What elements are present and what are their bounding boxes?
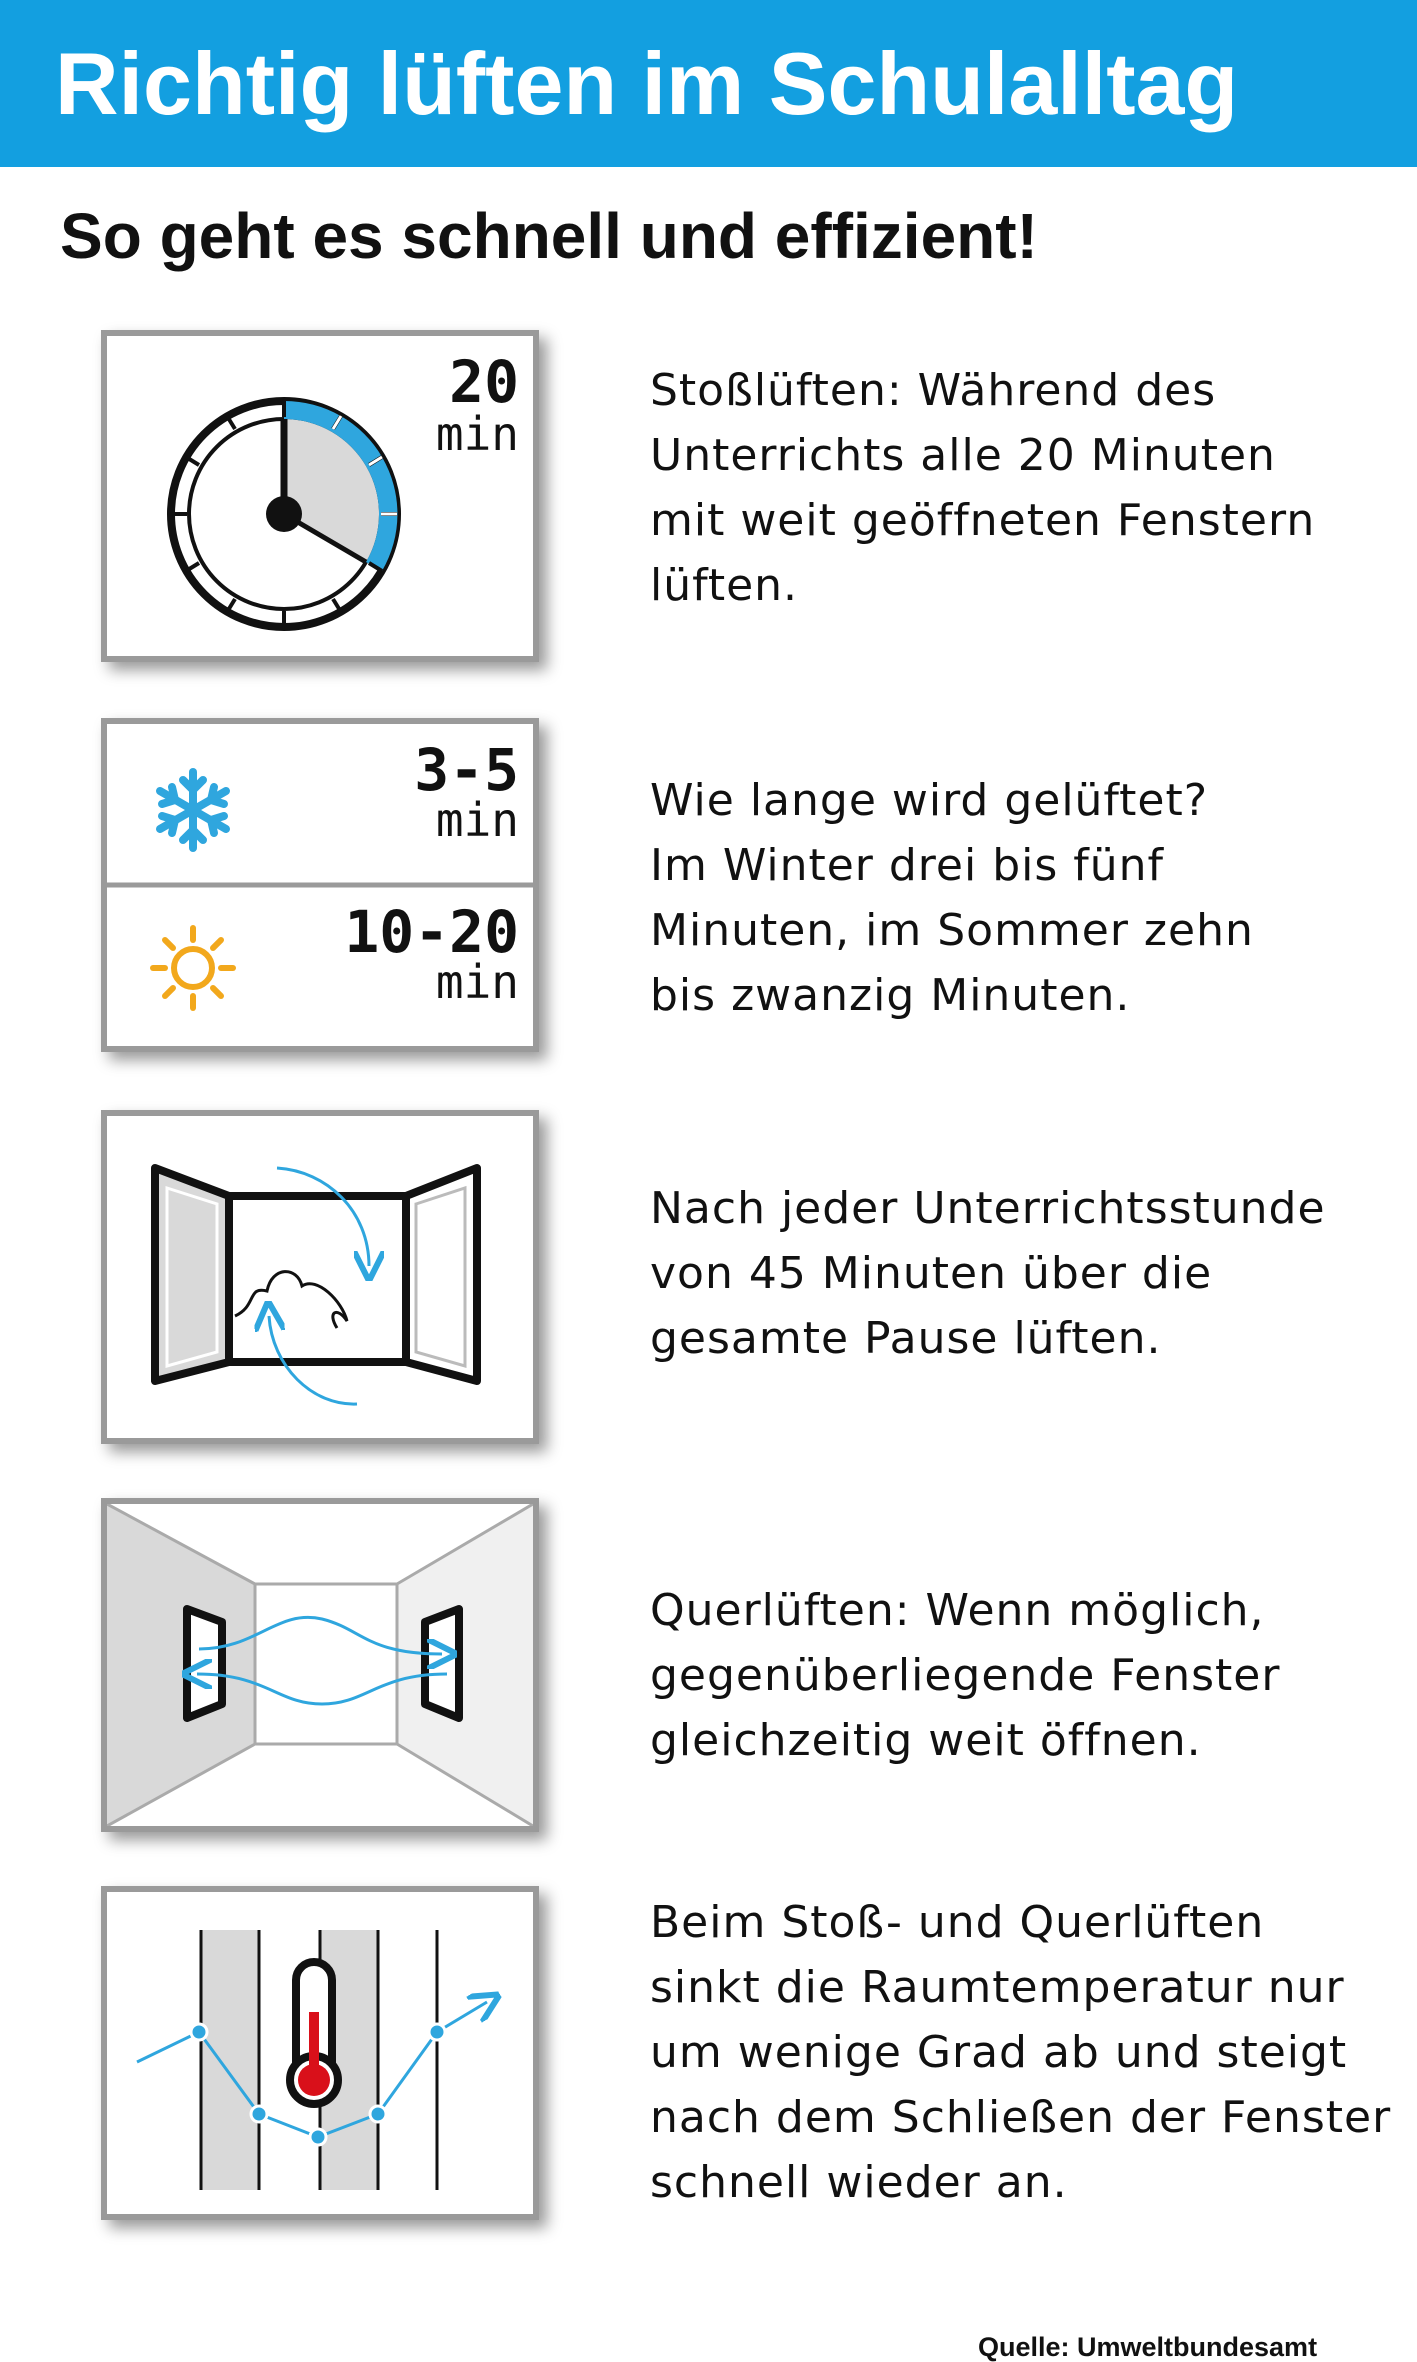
card-temperature — [101, 1886, 539, 2220]
text-line: gleichzeitig weit öffnen. — [650, 1715, 1202, 1766]
text-line: nach dem Schließen der Fenster — [650, 2092, 1392, 2143]
card-duration — [101, 718, 539, 1052]
winter-value: 3-5 — [414, 736, 519, 804]
clock-icon — [107, 336, 533, 656]
summer-value: 10-20 — [344, 898, 519, 966]
cross-ventilation-icon — [107, 1504, 533, 1826]
card-2-text — [650, 768, 1410, 1028]
source-credit: Quelle: Umweltbundesamt — [978, 2332, 1318, 2362]
text-line: um wenige Grad ab und steigt — [650, 2027, 1348, 2078]
card-5-text — [650, 1890, 1410, 2215]
card-open-window — [101, 1110, 539, 1444]
card-cross-ventilation — [101, 1498, 539, 1832]
clock-display-value: 20 — [449, 348, 519, 416]
text-line: bis zwanzig Minuten. — [650, 970, 1131, 1021]
card-clock — [101, 330, 539, 662]
card-4-text — [650, 1578, 1410, 1773]
text-line: gesamte Pause lüften. — [650, 1313, 1162, 1364]
text-line: Im Winter drei bis fünf — [650, 840, 1165, 891]
thermometer-icon — [107, 1892, 533, 2214]
winter-unit: min — [435, 793, 519, 847]
text-line: Beim Stoß- und Querlüften — [650, 1897, 1265, 1948]
text-line: lüften. — [650, 560, 799, 611]
card-1-text — [650, 358, 1410, 618]
duration-icon — [107, 724, 533, 1046]
text-line: mit weit geöffneten Fenstern — [650, 495, 1316, 546]
card-3-text — [650, 1176, 1410, 1371]
text-line: Minuten, im Sommer zehn — [650, 905, 1254, 956]
text-line: Querlüften: Wenn möglich, — [650, 1585, 1265, 1636]
text-line: von 45 Minuten über die — [650, 1248, 1213, 1299]
page-subtitle: So geht es schnell und effizient! — [60, 200, 1038, 272]
clock-display-unit: min — [435, 407, 519, 461]
text-line: Wie lange wird gelüftet? — [650, 775, 1209, 826]
text-line: Stoßlüften: Während des — [650, 365, 1217, 416]
title-banner — [0, 0, 1417, 167]
page-title: Richtig lüften im Schulalltag — [55, 34, 1239, 133]
text-line: schnell wieder an. — [650, 2157, 1068, 2208]
text-line: sinkt die Raumtemperatur nur — [650, 1962, 1345, 2013]
summer-unit: min — [435, 955, 519, 1009]
sun-icon — [153, 928, 233, 1008]
snowflake-icon — [160, 772, 226, 848]
text-line: Nach jeder Unterrichtsstunde — [650, 1183, 1326, 1234]
text-line: gegenüberliegende Fenster — [650, 1650, 1281, 1701]
open-window-icon — [107, 1116, 533, 1438]
text-line: Unterrichts alle 20 Minuten — [650, 430, 1276, 481]
